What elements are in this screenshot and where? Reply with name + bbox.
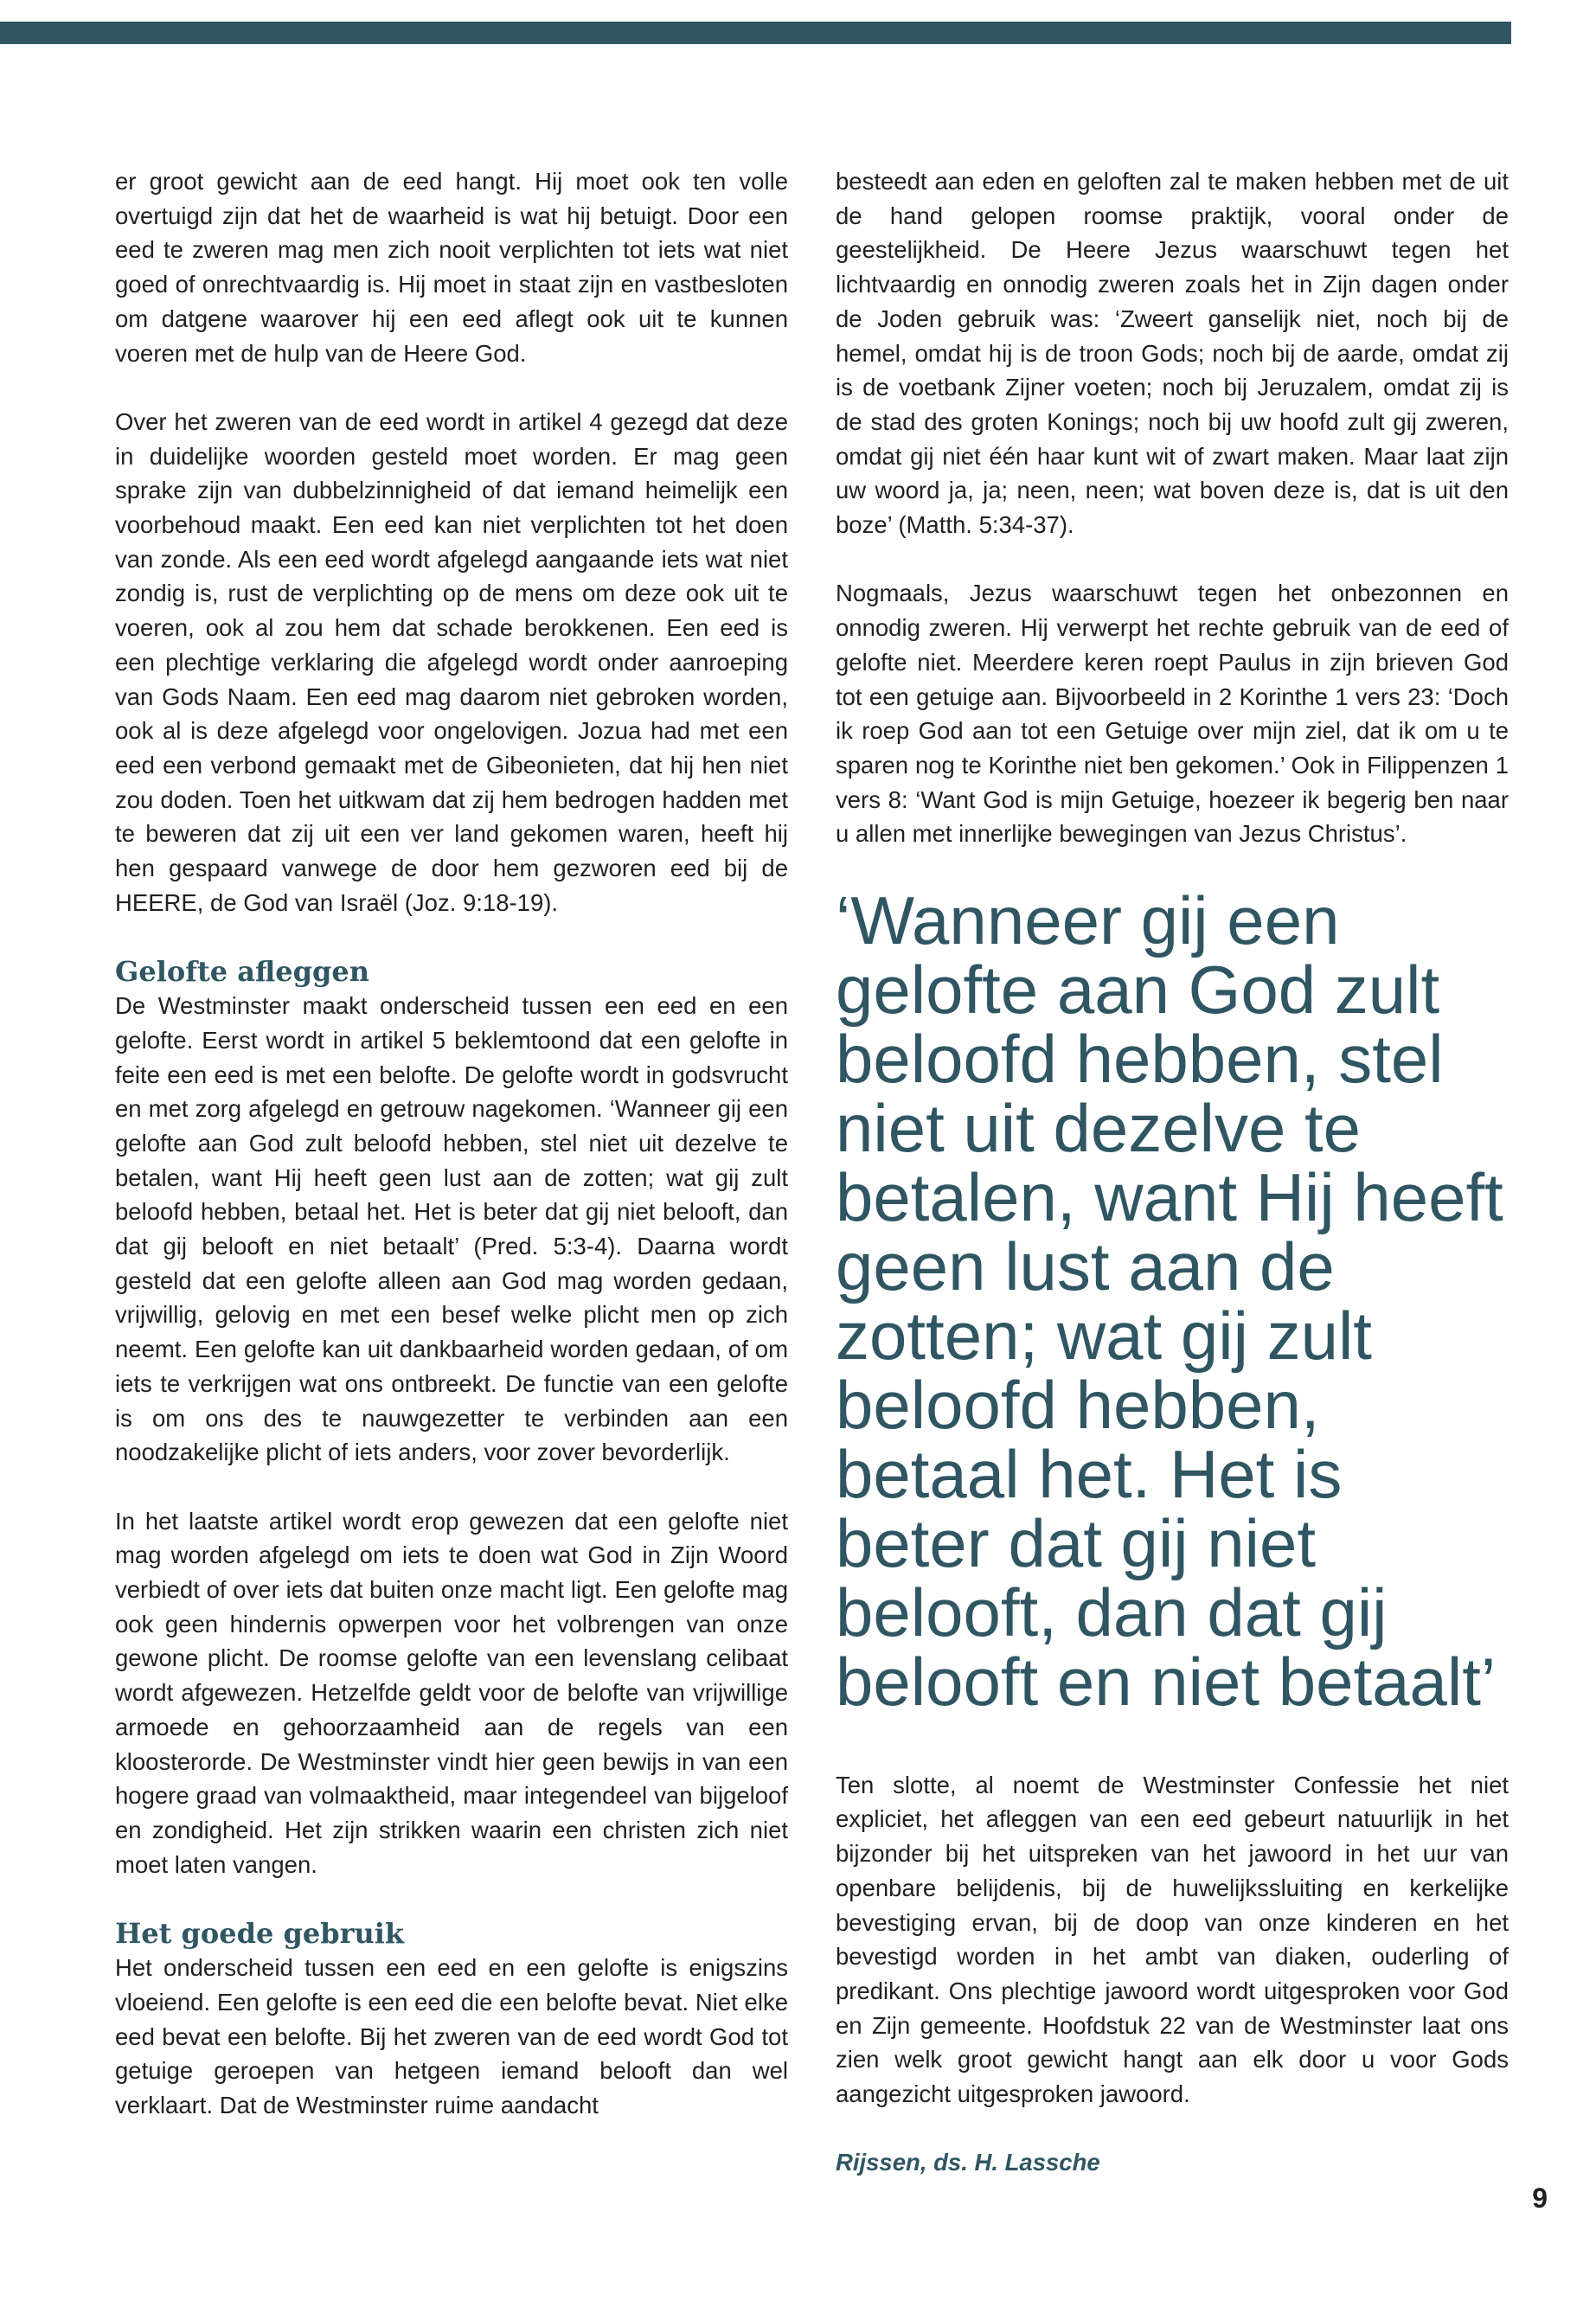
section-heading: Gelofte afleggen (115, 955, 369, 989)
top-accent-bar (0, 22, 1511, 44)
pull-quote: ‘Wanneer gij een gelofte aan God zult beloofd hebben, stel niet uit dezelve te betalen, want Hij heeft geen lust aan de zotten; wat gij zult beloofd hebben, betaal het. Het is beter dat gij niet belooft, dan dat gij belooft en niet betaalt’ (836, 881, 1503, 1720)
page-number: 9 (1532, 2182, 1548, 2214)
paragraph: Over het zweren van de eed wordt in artikel 4 gezegd dat deze in duidelijke woorden gesteld moet worden. Er mag geen sprake zijn van dubbelzinnigheid of dat iemand heimelijk een voorbehoud maakt. Een eed kan niet verplichten tot het doen van zonde. Als een eed wordt afgelegd aangaande iets wat niet zondig is, rust de verplichting op de mens om deze ook uit te voeren, ook al zou hem dat schade berokkenen. Een eed is een plechtige verklaring die afgelegd wordt onder aanroeping van Gods Naam. Een eed mag daarom niet gebroken worden, ook al is deze afgelegd voor ongelovigen. Jozua had met een eed een verbond gemaakt met de Gibeonieten, dat hij hen niet zou doden. Toen het uitkwam dat zij hem bedrogen hadden met te beweren dat zij uit een ver land gekomen waren, heeft hij hen gespaard vanwege de door hem gezworen eed bij de HEERE, de God van Israël (Joz. 9:18-19). (115, 407, 788, 916)
paragraph: De Westminster maakt onderscheid tussen een eed en een gelofte. Eerst wordt in artikel 5 beklemtoond dat een gelofte in feite een eed is met een belofte. De gelofte wordt in godsvrucht en met zorg afgelegd en getrouw nagekomen. ‘Wanneer gij een gelofte aan God zult beloofd hebben, stel niet uit dezelve te betalen, want Hij heeft geen lust aan de zotten; wat gij zult beloofd hebben, betaal het. Het is beter dat gij niet belooft, dan dat gij belooft en niet betaalt’ (Pred. 5:3-4). Daarna wordt gesteld dat een gelofte alleen aan God mag worden gedaan, vrijwillig, gelovig en met een besef welke plicht men op zich neemt. Een gelofte kan uit dankbaarheid worden gedaan, of om iets te verkrijgen wat ons ontbreekt. De functie van een gelofte is om ons des te nauwgezetter te verbinden aan een noodzakelijke plicht of iets anders, voor zover bevorderlijk. (115, 992, 788, 1466)
author-signature: Rijssen, ds. H. Lassche (836, 2149, 1100, 2176)
paragraph: Het onderscheid tussen een eed en een gelofte is enigszins vloeiend. Een gelofte is een eed die een belofte bevat. Niet elke eed bevat een belofte. Bij het zweren van de eed wordt God tot getuige geroepen van hetgeen iemand belooft dan wel verklaart. Dat de Westminster ruime aandacht (115, 1954, 788, 2118)
section-heading: Het goede gebruik (115, 1917, 405, 1951)
paragraph: besteedt aan eden en geloften zal te maken hebben met de uit de hand gelopen roomse praktijk, vooral onder de geestelijkheid. De Heere Jezus waarschuwt tegen het lichtvaardig en onnodig zweren zoals het in Zijn dagen onder de Joden gebruik was: ‘Zweert ganselijk niet, noch bij de hemel, omdat hij is de troon Gods; noch bij de aarde, omdat zij is de voetbank Zijner voeten; noch bij Jeruzalem, omdat zij is de stad des groten Konings; noch bij uw hoofd zult gij zweren, omdat gij niet één haar kunt wit of zwart maken. Maar laat zijn uw woord ja, ja; neen, neen; wat boven deze is, dat is uit den boze’ (Matth. 5:34-37). (836, 168, 1509, 539)
left-column (115, 164, 788, 2123)
paragraph: er groot gewicht aan de eed hangt. Hij moet ook ten volle overtuigd zijn dat het de waarheid is wat hij betuigt. Door een eed te zweren mag men zich nooit verplichten tot iets wat niet goed of onrechtvaardig is. Hij moet in staat zijn en vastbesloten om datgene waarover hij een eed aflegt ook uit te kunnen voeren met de hulp van de Heere God. (115, 168, 788, 367)
paragraph: Ten slotte, al noemt de Westminster Confessie het niet expliciet, het afleggen van een eed gebeurt natuurlijk in het bijzonder bij het uitspreken van het jawoord in het uur van openbare belijdenis, bij de huwelijkssluiting en kerkelijke bevestiging ervan, bij de doop van onze kinderen en het bevestigd worden in het ambt van diaken, ouderling of predikant. Ons plechtige jawoord wordt uitgesproken voor God en Zijn gemeente. Hoofdstuk 22 van de Westminster laat ons zien welk groot gewicht hangt aan elk door u voor Gods aangezicht uitgesproken jawoord. (836, 1771, 1509, 2108)
paragraph: In het laatste artikel wordt erop gewezen dat een gelofte niet mag worden afgelegd om iets te doen wat God in Zijn Woord verbiedt of over iets dat buiten onze macht ligt. Een gelofte mag ook geen hindernis opwerpen voor het volbrengen van onze gewone plicht. De roomse gelofte van een levenslang celibaat wordt afgewezen. Hetzelfde geldt voor de belofte van vrijwillige armoede en gehoorzaamheid aan de regels van een kloosterorde. De Westminster vindt hier geen bewijs in van een hogere graad van volmaaktheid, maar integendeel van bijgeloof en zondigheid. Het zijn strikken waarin een christen zich niet moet laten vangen. (115, 1507, 788, 1878)
paragraph: Nogmaals, Jezus waarschuwt tegen het onbezonnen en onnodig zweren. Hij verwerpt het rechte gebruik van de eed of gelofte niet. Meerdere keren roept Paulus in zijn brieven God tot een getuige aan. Bijvoorbeeld in 2 Korinthe 1 vers 23: ‘Doch ik roep God aan tot een Getuige over mijn ziel, dat ik om u te sparen nog te Korinthe niet ben gekomen.’ Ook in Filippenzen 1 vers 8: ‘Want God is mijn Getuige, hoezeer ik begerig ben naar u allen met innerlijke bewegingen van Jezus Christus’. (836, 580, 1509, 848)
right-column (836, 164, 1509, 2180)
